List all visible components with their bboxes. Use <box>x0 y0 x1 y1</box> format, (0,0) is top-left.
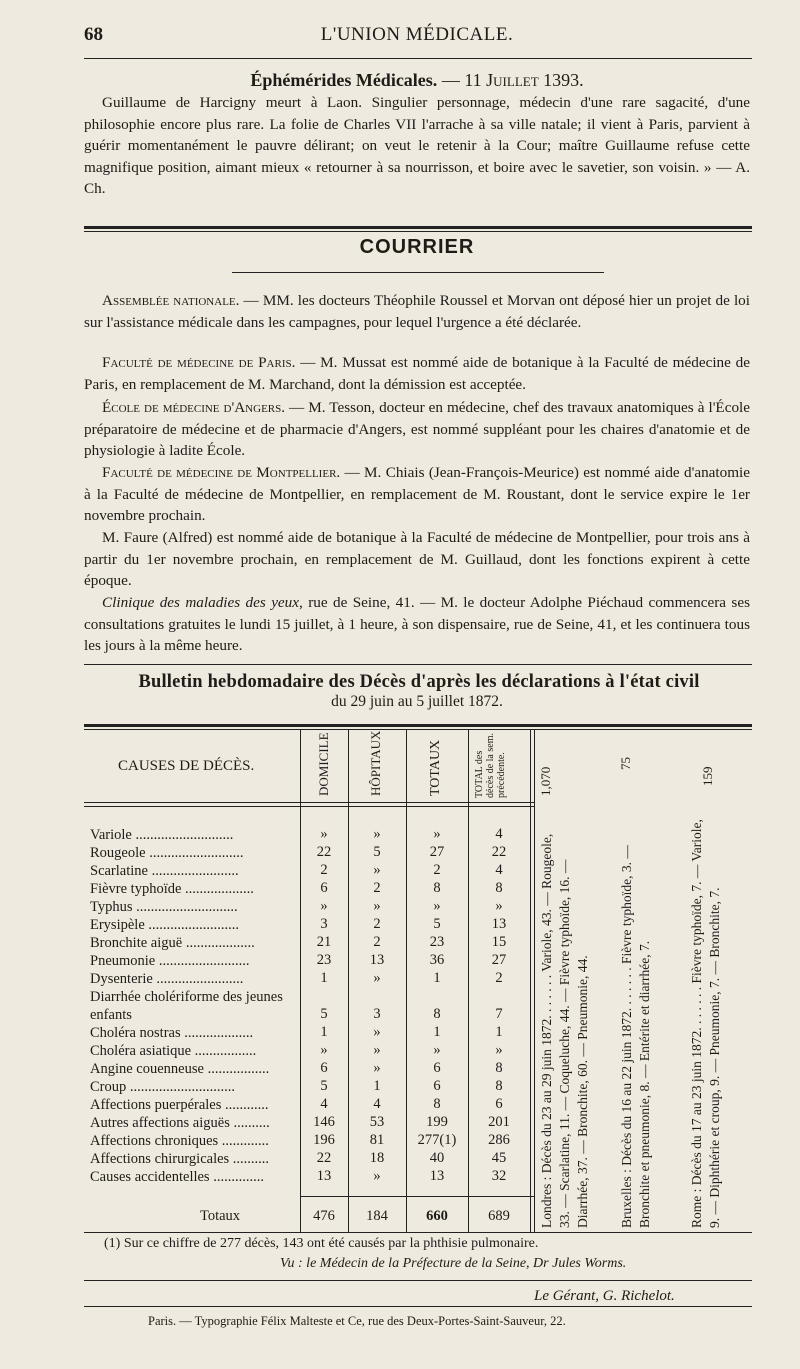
courrier-underline <box>232 272 604 273</box>
table-header-rule2 <box>84 806 534 807</box>
cell-prev: 6 <box>495 1096 503 1112</box>
cell-prev: 8 <box>495 1078 503 1094</box>
running-title: L'UNION MÉDICALE. <box>320 24 514 45</box>
header-causes: CAUSES DE DÉCÈS. <box>118 758 255 774</box>
cell-hopitaux: 18 <box>369 1150 385 1166</box>
cell-totaux: 277(1) <box>417 1132 457 1148</box>
cell-prev: 4 <box>495 826 503 842</box>
cell-hopitaux: 13 <box>369 952 385 968</box>
cell-totaux: 8 <box>433 880 441 896</box>
courrier-item-assemblee <box>84 290 750 333</box>
cell-hopitaux: » <box>373 826 381 842</box>
cell-prev: 1 <box>495 1024 503 1040</box>
rome-total: 159 <box>700 766 715 786</box>
cell-totaux: 40 <box>429 1150 445 1166</box>
londres-text: Londres : Décès du 23 au 29 juin 1872. . . . . . . Variole, 43. — Rougeole, 33. — Scarlatine, 11. — Coqueluche, 44. — Fièvre typhoïde, 16. — Diarrhée, 37. — Bronchite, 60. — Pneumonie, 44. <box>539 833 590 1228</box>
cause-label: Scarlatine ........................ <box>90 863 239 879</box>
ephemerides-title-month: Juillet <box>486 70 539 90</box>
cell-prev: 2 <box>495 970 503 986</box>
cell-hopitaux: 5 <box>373 844 381 860</box>
cell-domicile: » <box>320 826 328 842</box>
cell-totaux: 6 <box>433 1078 441 1094</box>
cause-label: Erysipèle ......................... <box>90 917 240 933</box>
header-rule <box>84 58 752 59</box>
page-header <box>84 24 750 54</box>
cell-prev: 286 <box>488 1132 510 1148</box>
cell-domicile: 146 <box>313 1114 335 1130</box>
cell-hopitaux: 2 <box>373 934 381 950</box>
ephemerides-title-date: — 11 <box>437 70 487 90</box>
bulletin-title: Bulletin hebdomadaire des Décès d'après les déclarations à l'état civil <box>138 672 700 692</box>
cause-label: Dysenterie ........................ <box>90 971 244 987</box>
cell-totaux: 27 <box>429 844 445 860</box>
cause-label: Rougeole .......................... <box>90 845 244 861</box>
courrier-lead: Clinique des maladies des yeux, <box>102 594 303 611</box>
courrier-text: rue de Seine, 41. — M. le docteur Adolphe Piéchaud commencera ses consultations gratuites le lundi 15 juillet, à 1 heure, à son dispensaire, rue de Seine, 41, et les continuera tous les jours à la même heure. <box>84 594 750 654</box>
cell-prev: 15 <box>491 934 507 950</box>
cell-domicile: 13 <box>316 1168 332 1184</box>
courrier-text: — MM. les docteurs Théophile Roussel et Morvan ont déposé hier un projet de loi sur l'assistance médicale dans les campagnes, pour lequel l'urgence a été déclarée. <box>84 292 750 331</box>
table-totals-rule <box>300 1196 534 1197</box>
cause-label: Causes accidentelles .............. <box>90 1169 264 1185</box>
table-header-rule <box>84 802 534 803</box>
col-divider-3 <box>406 729 407 1232</box>
cell-totaux: 23 <box>429 934 445 950</box>
cell-hopitaux: » <box>373 1168 381 1184</box>
table-rule-bottom <box>84 1232 752 1233</box>
courrier-item-montpellier <box>84 462 750 527</box>
courrier-lead: Faculté de médecine de Montpellier. <box>102 464 341 481</box>
courrier-text: M. Faure (Alfred) est nommé aide de botanique à la Faculté de médecine de Montpellier, pour trois ans à partir du 1er novembre prochain, en remplacement de M. Guillaud, dont les fonctions expirent à cette époque. <box>84 529 750 589</box>
imprint: Paris. — Typographie Félix Malteste et Ce, rue des Deux-Portes-Saint-Sauveur, 22. <box>148 1314 566 1328</box>
cell-prev: 32 <box>491 1168 507 1184</box>
cell-hopitaux: » <box>373 1042 381 1058</box>
cell-hopitaux: 4 <box>373 1096 381 1112</box>
courrier-rule-top <box>84 226 752 229</box>
ephemerides-title-bold: Éphémérides Médicales. <box>250 70 438 90</box>
cell-totaux: » <box>433 898 441 914</box>
cell-hopitaux: 53 <box>369 1114 385 1130</box>
cell-totaux: 8 <box>433 1006 441 1022</box>
cause-label: Variole ........................... <box>90 827 234 843</box>
cell-totaux: 36 <box>429 952 445 968</box>
bruxelles-total: 75 <box>618 757 633 770</box>
col-divider-1 <box>300 729 301 1232</box>
col-divider-6 <box>534 729 535 1232</box>
cell-domicile: 21 <box>316 934 332 950</box>
cell-hopitaux: 2 <box>373 916 381 932</box>
ephemerides-title <box>84 70 750 91</box>
cell-prev: 4 <box>495 862 503 878</box>
cell-totaux: 1 <box>433 1024 441 1040</box>
cause-label: Autres affections aiguës .......... <box>90 1115 270 1131</box>
page-number: 68 <box>84 24 103 45</box>
cell-totaux: 2 <box>433 862 441 878</box>
bruxelles-text: Bruxelles : Décès du 16 au 22 juin 1872. . . . . . . Fièvre typhoïde, 3. — Bronchite et pneumonie, 8. — Entérite et diarrhée, 7. <box>619 845 652 1228</box>
cause-label: Choléra nostras ................... <box>90 1025 254 1041</box>
cause-label: Pneumonie ......................... <box>90 953 250 969</box>
courrier-item-faure <box>84 527 750 592</box>
courrier-item-clinique <box>84 592 750 657</box>
signature-rule <box>84 1280 752 1281</box>
bulletin-rule-top <box>84 664 752 665</box>
cell-domicile: 6 <box>320 880 328 896</box>
cell-prev: 8 <box>495 880 503 896</box>
cell-prev: » <box>495 898 503 914</box>
courrier-text: — M. Tesson, docteur en médecine, chef des travaux anatomiques à l'École préparatoire de médecine et de pharmacie d'Angers, est nommé suppléant pour les chaires d'anatomie et de physiologie à ladite École. <box>84 399 751 459</box>
cell-hopitaux: » <box>373 898 381 914</box>
totals-prev: 689 <box>488 1208 510 1224</box>
cause-label: Angine couenneuse ................. <box>90 1061 270 1077</box>
cell-domicile: 1 <box>320 1024 328 1040</box>
courrier-item-faculte-paris <box>84 352 750 395</box>
header-domicile: DOMICILE <box>316 732 331 796</box>
signature: Le Gérant, G. Richelot. <box>534 1288 675 1304</box>
cell-hopitaux: » <box>373 1060 381 1076</box>
totals-totaux: 660 <box>426 1208 448 1224</box>
cell-domicile: 5 <box>320 1078 328 1094</box>
cell-prev: 13 <box>491 916 507 932</box>
cell-totaux: 1 <box>433 970 441 986</box>
cell-hopitaux: 3 <box>373 1006 381 1022</box>
cause-label: Affections puerpérales ............ <box>90 1097 269 1113</box>
col-divider-4 <box>468 729 469 1232</box>
courrier-text: — M. Chiais (Jean-François-Meurice) est nommé aide d'anatomie à la Faculté de médecine de Montpellier, en remplacement de M. Roustant, dont le service expire le 1er novembre prochain. <box>84 464 750 524</box>
cell-prev: 22 <box>491 844 507 860</box>
header-total-prev: TOTAL des décès de la sem. précédente. <box>474 733 507 798</box>
cause-label: Affections chroniques ............. <box>90 1133 269 1149</box>
cause-label: Typhus ............................ <box>90 899 238 915</box>
rome-text: Rome : Décès du 17 au 23 juin 1872. . . . . . . Fièvre typhoïde, 7. — Variole, 9. — Diphthérie et croup, 9. — Pneumonie, 7. — Bronchite, 7. <box>689 819 722 1228</box>
cell-totaux: 8 <box>433 1096 441 1112</box>
cell-hopitaux: » <box>373 970 381 986</box>
courrier-text: — M. Mussat est nommé aide de botanique à la Faculté de médecine de Paris, en remplacement de M. Marchand, dont la démission est acceptée. <box>84 354 750 393</box>
ephemerides-title-year: 1393. <box>538 70 584 90</box>
cell-domicile: 22 <box>316 844 332 860</box>
cell-hopitaux: » <box>373 1024 381 1040</box>
cause-label: Affections chirurgicales .......... <box>90 1151 270 1167</box>
courrier-lead: Faculté de médecine de Paris. <box>102 354 296 371</box>
cause-label: Diarrhée cholériforme des jeunes enfants <box>90 989 283 1023</box>
cell-domicile: 22 <box>316 1150 332 1166</box>
cell-prev: 7 <box>495 1006 503 1022</box>
header-totaux: TOTAUX <box>428 739 443 796</box>
ephemerides-text: Guillaume de Harcigny meurt à Laon. Singulier personnage, médecin d'une rare sagacité, d'une philosophie encore plus rare. La folie de Charles VII l'arrache à sa ville natale; il vient à Paris, parvient à guérir momentanément le pauvre délirant; on veut le retenir à la Cour; maître Guillaume refuse cette magnifique position, aimant mieux « retourner à sa nourrisson, et boire avec le savetier, son voisin. » — A. Ch. <box>84 94 750 197</box>
cell-prev: 8 <box>495 1060 503 1076</box>
totals-hopitaux: 184 <box>366 1208 388 1224</box>
table-rule-top <box>84 724 752 727</box>
table-rule-top2 <box>84 729 752 730</box>
table-vu: Vu : le Médecin de la Préfecture de la Seine, Dr Jules Worms. <box>280 1256 627 1271</box>
cell-hopitaux: » <box>373 862 381 878</box>
londres-total: 1,070 <box>538 766 553 796</box>
cause-label: Choléra asiatique ................. <box>90 1043 257 1059</box>
col-divider-2 <box>348 729 349 1232</box>
cell-domicile: 6 <box>320 1060 328 1076</box>
cell-domicile: 23 <box>316 952 332 968</box>
cell-domicile: 3 <box>320 916 328 932</box>
table-footnote: (1) Sur ce chiffre de 277 décès, 143 ont été causés par la phthisie pulmonaire. <box>104 1236 539 1251</box>
bulletin-subtitle: du 29 juin au 5 juillet 1872. <box>331 693 503 710</box>
cell-domicile: 196 <box>313 1132 335 1148</box>
cell-totaux: 199 <box>426 1114 448 1130</box>
cell-domicile: » <box>320 898 328 914</box>
cause-label: Fièvre typhoïde ................... <box>90 881 254 897</box>
totals-label: Totaux <box>200 1208 241 1224</box>
courrier-title: COURRIER <box>359 236 475 258</box>
header-hopitaux: HÔPITAUX <box>368 730 383 796</box>
courrier-lead: École de médecine d'Angers. <box>102 399 286 416</box>
cell-hopitaux: 1 <box>373 1078 381 1094</box>
courrier-rule-top2 <box>84 231 752 232</box>
cell-domicile: 4 <box>320 1096 328 1112</box>
totals-domicile: 476 <box>313 1208 335 1224</box>
cell-totaux: » <box>433 826 441 842</box>
cell-prev: 45 <box>491 1150 507 1166</box>
cell-hopitaux: 81 <box>369 1132 385 1148</box>
cell-domicile: » <box>320 1042 328 1058</box>
cell-prev: 27 <box>491 952 507 968</box>
col-divider-5 <box>530 729 531 1232</box>
cell-domicile: 5 <box>320 1006 328 1022</box>
cause-label: Bronchite aiguë ................... <box>90 935 255 951</box>
cell-domicile: 2 <box>320 862 328 878</box>
cell-totaux: » <box>433 1042 441 1058</box>
cell-domicile: 1 <box>320 970 328 986</box>
cell-totaux: 5 <box>433 916 441 932</box>
cause-label: Croup ............................. <box>90 1079 235 1095</box>
courrier-item-angers <box>84 397 750 462</box>
cell-totaux: 13 <box>429 1168 445 1184</box>
cell-prev: 201 <box>488 1114 510 1130</box>
cell-prev: » <box>495 1042 503 1058</box>
imprint-rule <box>84 1306 752 1307</box>
cell-totaux: 6 <box>433 1060 441 1076</box>
courrier-lead: Assemblée nationale. <box>102 292 240 309</box>
cell-hopitaux: 2 <box>373 880 381 896</box>
